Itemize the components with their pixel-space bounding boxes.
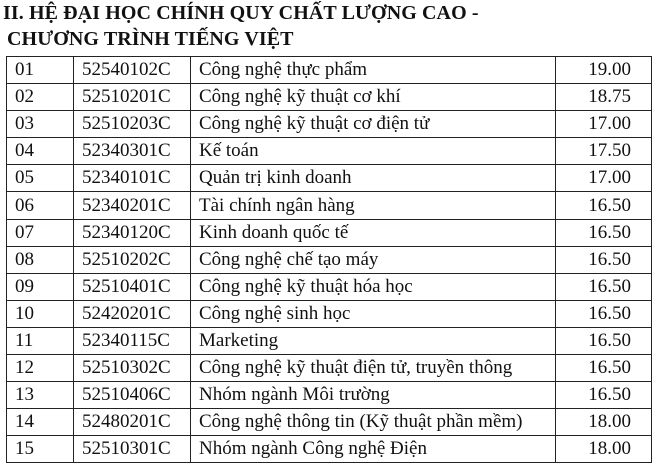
program-name-cell: Công nghệ kỹ thuật cơ khí (191, 84, 556, 111)
table-row (7, 300, 652, 327)
row-number-cell: 02 (7, 84, 74, 111)
program-code-cell: 52420201C (74, 300, 191, 327)
cutoff-score-cell: 17.50 (556, 138, 652, 165)
program-code-cell: 52340301C (74, 138, 191, 165)
program-code-cell: 52340101C (74, 165, 191, 192)
table-row (7, 436, 652, 463)
row-number-cell: 15 (7, 436, 74, 463)
program-code-cell: 52510302C (74, 355, 191, 382)
program-code-cell: 52340115C (74, 327, 191, 354)
program-code-cell: 52510202C (74, 246, 191, 273)
program-name-cell: Công nghệ chế tạo máy (191, 246, 556, 273)
cutoff-score-cell: 16.50 (556, 273, 652, 300)
table-row (7, 57, 652, 84)
program-code-cell: 52510406C (74, 382, 191, 409)
cutoff-score-cell: 16.50 (556, 300, 652, 327)
cutoff-score-cell: 18.00 (556, 409, 652, 436)
program-code-cell: 52510203C (74, 111, 191, 138)
row-number-cell: 04 (7, 138, 74, 165)
table-row (7, 246, 652, 273)
row-number-cell: 13 (7, 382, 74, 409)
row-number-cell: 05 (7, 165, 74, 192)
program-code-cell: 52510201C (74, 84, 191, 111)
program-code-cell: 52340201C (74, 192, 191, 219)
cutoff-score-cell: 16.50 (556, 355, 652, 382)
program-name-cell: Marketing (191, 327, 556, 354)
table-row (7, 84, 652, 111)
table-row (7, 192, 652, 219)
cutoff-score-cell: 16.50 (556, 192, 652, 219)
program-name-cell: Quản trị kinh doanh (191, 165, 556, 192)
row-number-cell: 01 (7, 57, 74, 84)
section-heading-line-2: CHƯƠNG TRÌNH TIẾNG VIỆT (7, 28, 294, 50)
table-row (7, 409, 652, 436)
table-row (7, 219, 652, 246)
row-number-cell: 03 (7, 111, 74, 138)
program-name-cell: Tài chính ngân hàng (191, 192, 556, 219)
row-number-cell: 12 (7, 355, 74, 382)
row-number-cell: 09 (7, 273, 74, 300)
table-row (7, 273, 652, 300)
table-row (7, 327, 652, 354)
table-row (7, 355, 652, 382)
program-name-cell: Công nghệ sinh học (191, 300, 556, 327)
program-name-cell: Nhóm ngành Môi trường (191, 382, 556, 409)
row-number-cell: 14 (7, 409, 74, 436)
program-name-cell: Công nghệ kỹ thuật điện tử, truyền thông (191, 355, 556, 382)
row-number-cell: 06 (7, 192, 74, 219)
program-code-cell: 52510301C (74, 436, 191, 463)
cutoff-score-cell: 16.50 (556, 382, 652, 409)
cutoff-score-cell: 17.00 (556, 111, 652, 138)
program-name-cell: Công nghệ kỹ thuật cơ điện tử (191, 111, 556, 138)
cutoff-score-cell: 16.50 (556, 246, 652, 273)
table-row (7, 138, 652, 165)
cutoff-score-cell: 16.50 (556, 219, 652, 246)
program-name-cell: Công nghệ thông tin (Kỹ thuật phần mềm) (191, 409, 556, 436)
program-name-cell: Kinh doanh quốc tế (191, 219, 556, 246)
table-row (7, 165, 652, 192)
row-number-cell: 07 (7, 219, 74, 246)
program-name-cell: Công nghệ kỹ thuật hóa học (191, 273, 556, 300)
table-row (7, 111, 652, 138)
row-number-cell: 11 (7, 327, 74, 354)
admission-scores-table-body (7, 57, 652, 463)
program-code-cell: 52340120C (74, 219, 191, 246)
program-name-cell: Nhóm ngành Công nghệ Điện (191, 436, 556, 463)
program-name-cell: Công nghệ thực phẩm (191, 57, 556, 84)
program-code-cell: 52510401C (74, 273, 191, 300)
cutoff-score-cell: 19.00 (556, 57, 652, 84)
section-heading-line-1: II. HỆ ĐẠI HỌC CHÍNH QUY CHẤT LƯỢNG CAO - (3, 2, 479, 24)
cutoff-score-cell: 17.00 (556, 165, 652, 192)
admission-scores-table (6, 56, 652, 463)
section-heading (3, 0, 653, 52)
row-number-cell: 08 (7, 246, 74, 273)
program-code-cell: 52480201C (74, 409, 191, 436)
program-name-cell: Kế toán (191, 138, 556, 165)
program-code-cell: 52540102C (74, 57, 191, 84)
cutoff-score-cell: 18.00 (556, 436, 652, 463)
row-number-cell: 10 (7, 300, 74, 327)
table-row (7, 382, 652, 409)
cutoff-score-cell: 18.75 (556, 84, 652, 111)
cutoff-score-cell: 16.50 (556, 327, 652, 354)
